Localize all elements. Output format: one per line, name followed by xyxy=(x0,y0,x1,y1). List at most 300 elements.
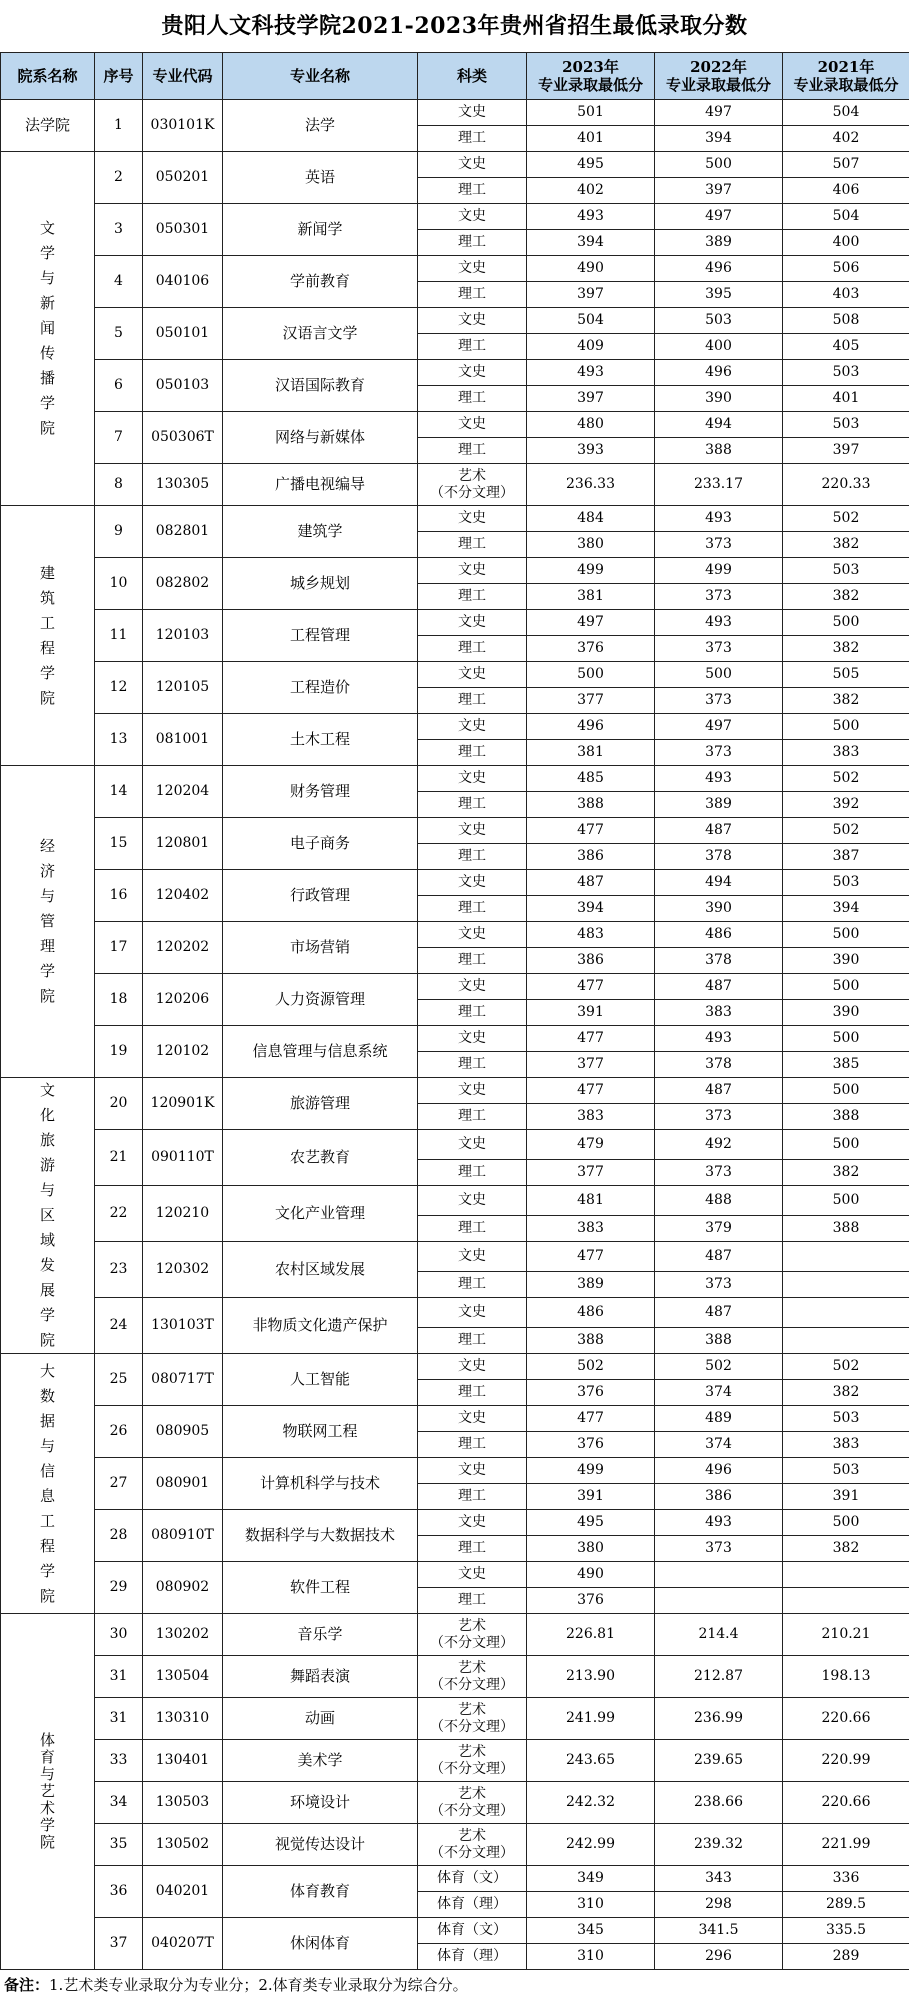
major-name-cell: 计算机科学与技术 xyxy=(223,1458,418,1510)
score-2022-cell: 394 xyxy=(655,126,783,152)
score-2021-cell: 505 xyxy=(783,662,909,688)
score-2023-cell: 409 xyxy=(527,334,655,360)
category-cell: 文史 xyxy=(418,204,527,230)
score-2023-cell: 499 xyxy=(527,558,655,584)
table-row xyxy=(1,1782,909,1824)
score-2023-cell: 401 xyxy=(527,126,655,152)
major-name-cell: 网络与新媒体 xyxy=(223,412,418,464)
score-2023-cell: 310 xyxy=(527,1892,655,1918)
score-2021-cell: 382 xyxy=(783,532,909,558)
score-2023-cell: 493 xyxy=(527,204,655,230)
category-cell: 理工 xyxy=(418,126,527,152)
seq-cell: 34 xyxy=(95,1782,143,1824)
score-2023-cell: 504 xyxy=(527,308,655,334)
seq-cell: 21 xyxy=(95,1130,143,1186)
seq-cell: 26 xyxy=(95,1406,143,1458)
major-code-cell: 050103 xyxy=(143,360,223,412)
major-name-cell: 工程造价 xyxy=(223,662,418,714)
category-cell: 理工 xyxy=(418,792,527,818)
score-2023-cell: 388 xyxy=(527,792,655,818)
score-2021-cell: 382 xyxy=(783,1380,909,1406)
score-2022-cell: 493 xyxy=(655,506,783,532)
score-2023-cell: 477 xyxy=(527,1078,655,1104)
score-2023-cell: 226.81 xyxy=(527,1614,655,1656)
score-2023-cell: 236.33 xyxy=(527,464,655,506)
seq-cell: 10 xyxy=(95,558,143,610)
score-2022-cell: 500 xyxy=(655,662,783,688)
score-2023-cell: 388 xyxy=(527,1328,655,1354)
college-name-cell: 经济与管理学院 xyxy=(1,766,95,1078)
category-cell: 理工 xyxy=(418,532,527,558)
score-2022-cell: 373 xyxy=(655,532,783,558)
table-row xyxy=(1,1562,909,1588)
major-code-cell: 120105 xyxy=(143,662,223,714)
score-2023-cell: 487 xyxy=(527,870,655,896)
major-name-cell: 汉语国际教育 xyxy=(223,360,418,412)
category-cell: 理工 xyxy=(418,1052,527,1078)
category-cell: 理工 xyxy=(418,1588,527,1614)
score-2023-cell: 493 xyxy=(527,360,655,386)
category-cell: 文史 xyxy=(418,818,527,844)
score-2023-cell: 242.99 xyxy=(527,1824,655,1866)
major-code-cell: 050101 xyxy=(143,308,223,360)
seq-cell: 5 xyxy=(95,308,143,360)
score-2021-cell: 500 xyxy=(783,1510,909,1536)
score-2021-cell: 506 xyxy=(783,256,909,282)
major-name-cell: 农艺教育 xyxy=(223,1130,418,1186)
major-code-cell: 130305 xyxy=(143,464,223,506)
major-name-cell: 文化产业管理 xyxy=(223,1186,418,1242)
score-2022-cell: 502 xyxy=(655,1354,783,1380)
score-2022-cell: 236.99 xyxy=(655,1698,783,1740)
score-2022-cell: 487 xyxy=(655,1078,783,1104)
category-cell: 艺术 （不分文理） xyxy=(418,1782,527,1824)
table-row xyxy=(1,1656,909,1698)
table-body xyxy=(1,100,909,1970)
score-2021-cell xyxy=(783,1242,909,1272)
table-row xyxy=(1,1242,909,1272)
score-2022-cell: 374 xyxy=(655,1432,783,1458)
score-2023-cell: 480 xyxy=(527,412,655,438)
seq-cell: 27 xyxy=(95,1458,143,1510)
score-2021-cell: 391 xyxy=(783,1484,909,1510)
score-2023-cell: 481 xyxy=(527,1186,655,1216)
seq-cell: 7 xyxy=(95,412,143,464)
major-code-cell: 120901K xyxy=(143,1078,223,1130)
score-2023-cell: 495 xyxy=(527,152,655,178)
table-header-row xyxy=(1,53,909,100)
score-2023-cell: 402 xyxy=(527,178,655,204)
score-2022-cell: 233.17 xyxy=(655,464,783,506)
major-name-cell: 软件工程 xyxy=(223,1562,418,1614)
score-2023-cell: 501 xyxy=(527,100,655,126)
score-2022-cell: 486 xyxy=(655,922,783,948)
major-name-cell: 学前教育 xyxy=(223,256,418,308)
score-2022-cell: 494 xyxy=(655,870,783,896)
score-2021-cell: 336 xyxy=(783,1866,909,1892)
score-2021-cell: 402 xyxy=(783,126,909,152)
seq-cell: 17 xyxy=(95,922,143,974)
score-2023-cell: 394 xyxy=(527,230,655,256)
score-2022-cell: 386 xyxy=(655,1484,783,1510)
score-2022-cell: 214.4 xyxy=(655,1614,783,1656)
score-2021-cell: 503 xyxy=(783,1406,909,1432)
score-2021-cell: 394 xyxy=(783,896,909,922)
seq-cell: 4 xyxy=(95,256,143,308)
category-cell: 理工 xyxy=(418,1432,527,1458)
score-2022-cell: 343 xyxy=(655,1866,783,1892)
footnote-text: 1.艺术类专业录取分为专业分；2.体育类专业录取分为综合分。 xyxy=(49,1976,468,1994)
score-2023-cell: 490 xyxy=(527,256,655,282)
score-2021-cell: 503 xyxy=(783,558,909,584)
seq-cell: 12 xyxy=(95,662,143,714)
seq-cell: 14 xyxy=(95,766,143,818)
major-code-cell: 120103 xyxy=(143,610,223,662)
score-2022-cell: 492 xyxy=(655,1130,783,1160)
table-row xyxy=(1,1298,909,1328)
major-name-cell: 工程管理 xyxy=(223,610,418,662)
seq-cell: 25 xyxy=(95,1354,143,1406)
score-2022-cell: 378 xyxy=(655,948,783,974)
major-name-cell: 数据科学与大数据技术 xyxy=(223,1510,418,1562)
score-2021-cell: 503 xyxy=(783,870,909,896)
category-cell: 理工 xyxy=(418,1328,527,1354)
header-major: 专业名称 xyxy=(223,53,418,100)
category-cell: 文史 xyxy=(418,766,527,792)
major-code-cell: 081001 xyxy=(143,714,223,766)
category-cell: 体育（理） xyxy=(418,1944,527,1970)
major-code-cell: 130504 xyxy=(143,1656,223,1698)
category-cell: 理工 xyxy=(418,386,527,412)
seq-cell: 23 xyxy=(95,1242,143,1298)
score-2022-cell: 499 xyxy=(655,558,783,584)
score-2021-cell xyxy=(783,1272,909,1298)
admission-score-table xyxy=(0,52,909,1970)
major-name-cell: 电子商务 xyxy=(223,818,418,870)
score-2023-cell: 394 xyxy=(527,896,655,922)
score-2022-cell: 296 xyxy=(655,1944,783,1970)
score-2023-cell: 499 xyxy=(527,1458,655,1484)
major-code-cell: 130202 xyxy=(143,1614,223,1656)
category-cell: 艺术 （不分文理） xyxy=(418,1698,527,1740)
score-2023-cell: 477 xyxy=(527,974,655,1000)
score-2023-cell: 497 xyxy=(527,610,655,636)
major-name-cell: 视觉传达设计 xyxy=(223,1824,418,1866)
major-code-cell: 080901 xyxy=(143,1458,223,1510)
category-cell: 文史 xyxy=(418,1458,527,1484)
major-name-cell: 人工智能 xyxy=(223,1354,418,1406)
category-cell: 文史 xyxy=(418,922,527,948)
score-2023-cell: 483 xyxy=(527,922,655,948)
major-code-cell: 080905 xyxy=(143,1406,223,1458)
score-2021-cell: 504 xyxy=(783,204,909,230)
major-name-cell: 城乡规划 xyxy=(223,558,418,610)
category-cell: 艺术 （不分文理） xyxy=(418,1656,527,1698)
seq-cell: 24 xyxy=(95,1298,143,1354)
seq-cell: 30 xyxy=(95,1614,143,1656)
college-name-cell: 建筑工程学院 xyxy=(1,506,95,766)
major-code-cell: 040106 xyxy=(143,256,223,308)
score-2022-cell: 388 xyxy=(655,1328,783,1354)
seq-cell: 11 xyxy=(95,610,143,662)
major-code-cell: 090110T xyxy=(143,1130,223,1186)
score-2022-cell: 389 xyxy=(655,230,783,256)
major-name-cell: 农村区域发展 xyxy=(223,1242,418,1298)
score-2021-cell xyxy=(783,1562,909,1588)
score-2021-cell: 401 xyxy=(783,386,909,412)
seq-cell: 18 xyxy=(95,974,143,1026)
score-2021-cell: 406 xyxy=(783,178,909,204)
major-code-cell: 030101K xyxy=(143,100,223,152)
score-2023-cell: 383 xyxy=(527,1104,655,1130)
major-code-cell: 130502 xyxy=(143,1824,223,1866)
seq-cell: 9 xyxy=(95,506,143,558)
score-2022-cell: 493 xyxy=(655,766,783,792)
table-row xyxy=(1,922,909,948)
major-name-cell: 人力资源管理 xyxy=(223,974,418,1026)
seq-cell: 2 xyxy=(95,152,143,204)
score-2023-cell: 502 xyxy=(527,1354,655,1380)
score-2023-cell: 380 xyxy=(527,532,655,558)
score-2021-cell: 382 xyxy=(783,1536,909,1562)
score-2022-cell: 493 xyxy=(655,1510,783,1536)
seq-cell: 37 xyxy=(95,1918,143,1970)
score-2021-cell: 387 xyxy=(783,844,909,870)
seq-cell: 36 xyxy=(95,1866,143,1918)
score-2022-cell: 379 xyxy=(655,1216,783,1242)
score-2021-cell xyxy=(783,1328,909,1354)
header-2022: 2022年 专业录取最低分 xyxy=(655,53,783,100)
header-category: 科类 xyxy=(418,53,527,100)
score-2022-cell: 374 xyxy=(655,1380,783,1406)
score-2022-cell: 487 xyxy=(655,1242,783,1272)
score-2022-cell: 298 xyxy=(655,1892,783,1918)
category-cell: 理工 xyxy=(418,844,527,870)
score-2021-cell: 390 xyxy=(783,1000,909,1026)
score-2023-cell: 490 xyxy=(527,1562,655,1588)
score-2023-cell: 389 xyxy=(527,1272,655,1298)
score-2022-cell: 388 xyxy=(655,438,783,464)
score-2023-cell: 500 xyxy=(527,662,655,688)
score-2021-cell: 503 xyxy=(783,1458,909,1484)
major-name-cell: 信息管理与信息系统 xyxy=(223,1026,418,1078)
score-2021-cell: 507 xyxy=(783,152,909,178)
score-2021-cell: 502 xyxy=(783,818,909,844)
score-2023-cell: 486 xyxy=(527,1298,655,1328)
category-cell: 理工 xyxy=(418,178,527,204)
category-cell: 文史 xyxy=(418,1354,527,1380)
score-2021-cell: 390 xyxy=(783,948,909,974)
score-2022-cell: 238.66 xyxy=(655,1782,783,1824)
major-code-cell: 130103T xyxy=(143,1298,223,1354)
category-cell: 文史 xyxy=(418,1510,527,1536)
table-row xyxy=(1,610,909,636)
table-row xyxy=(1,204,909,230)
category-cell: 体育（理） xyxy=(418,1892,527,1918)
table-row xyxy=(1,464,909,506)
score-2021-cell: 382 xyxy=(783,1160,909,1186)
major-name-cell: 市场营销 xyxy=(223,922,418,974)
score-2021-cell: 500 xyxy=(783,1186,909,1216)
seq-cell: 22 xyxy=(95,1186,143,1242)
score-2021-cell: 500 xyxy=(783,1078,909,1104)
major-code-cell: 040201 xyxy=(143,1866,223,1918)
category-cell: 艺术 （不分文理） xyxy=(418,464,527,506)
score-2022-cell: 400 xyxy=(655,334,783,360)
score-2023-cell: 477 xyxy=(527,1242,655,1272)
seq-cell: 31 xyxy=(95,1656,143,1698)
score-2023-cell: 477 xyxy=(527,1026,655,1052)
table-row xyxy=(1,1354,909,1380)
category-cell: 文史 xyxy=(418,1406,527,1432)
score-2021-cell: 220.33 xyxy=(783,464,909,506)
category-cell: 文史 xyxy=(418,662,527,688)
score-2022-cell: 395 xyxy=(655,282,783,308)
major-code-cell: 120801 xyxy=(143,818,223,870)
table-row xyxy=(1,256,909,282)
score-2022-cell: 383 xyxy=(655,1000,783,1026)
category-cell: 理工 xyxy=(418,1380,527,1406)
major-code-cell: 050201 xyxy=(143,152,223,204)
score-2023-cell: 479 xyxy=(527,1130,655,1160)
score-2022-cell: 494 xyxy=(655,412,783,438)
major-name-cell: 广播电视编导 xyxy=(223,464,418,506)
category-cell: 文史 xyxy=(418,360,527,386)
major-code-cell: 120206 xyxy=(143,974,223,1026)
header-code: 专业代码 xyxy=(143,53,223,100)
score-2022-cell: 373 xyxy=(655,1160,783,1186)
score-2023-cell: 243.65 xyxy=(527,1740,655,1782)
category-cell: 理工 xyxy=(418,1216,527,1242)
score-2021-cell: 500 xyxy=(783,714,909,740)
major-name-cell: 财务管理 xyxy=(223,766,418,818)
score-2023-cell: 386 xyxy=(527,844,655,870)
table-row xyxy=(1,412,909,438)
score-2022-cell: 373 xyxy=(655,584,783,610)
table-row xyxy=(1,1186,909,1216)
category-cell: 文史 xyxy=(418,1298,527,1328)
table-row xyxy=(1,870,909,896)
table-row xyxy=(1,1824,909,1866)
category-cell: 艺术 （不分文理） xyxy=(418,1824,527,1866)
major-name-cell: 美术学 xyxy=(223,1740,418,1782)
category-cell: 文史 xyxy=(418,1078,527,1104)
major-code-cell: 120302 xyxy=(143,1242,223,1298)
score-2023-cell: 376 xyxy=(527,636,655,662)
score-2023-cell: 477 xyxy=(527,1406,655,1432)
score-2023-cell: 242.32 xyxy=(527,1782,655,1824)
score-2022-cell: 373 xyxy=(655,1104,783,1130)
score-2022-cell: 487 xyxy=(655,818,783,844)
major-name-cell: 非物质文化遗产保护 xyxy=(223,1298,418,1354)
category-cell: 理工 xyxy=(418,1160,527,1186)
score-2023-cell: 381 xyxy=(527,584,655,610)
score-2021-cell: 289 xyxy=(783,1944,909,1970)
table-row xyxy=(1,558,909,584)
score-2022-cell: 341.5 xyxy=(655,1918,783,1944)
major-code-cell: 080717T xyxy=(143,1354,223,1406)
score-2023-cell: 241.99 xyxy=(527,1698,655,1740)
table-row xyxy=(1,766,909,792)
table-row xyxy=(1,152,909,178)
category-cell: 文史 xyxy=(418,412,527,438)
score-2022-cell: 378 xyxy=(655,844,783,870)
category-cell: 理工 xyxy=(418,438,527,464)
score-2021-cell: 500 xyxy=(783,1130,909,1160)
score-2022-cell: 373 xyxy=(655,1536,783,1562)
category-cell: 体育（文） xyxy=(418,1918,527,1944)
score-2023-cell: 345 xyxy=(527,1918,655,1944)
score-2021-cell: 502 xyxy=(783,766,909,792)
score-2021-cell: 508 xyxy=(783,308,909,334)
major-code-cell: 120202 xyxy=(143,922,223,974)
score-2022-cell: 493 xyxy=(655,1026,783,1052)
score-2021-cell xyxy=(783,1298,909,1328)
score-2021-cell: 500 xyxy=(783,922,909,948)
major-code-cell: 130401 xyxy=(143,1740,223,1782)
score-2022-cell xyxy=(655,1588,783,1614)
seq-cell: 31 xyxy=(95,1698,143,1740)
score-2021-cell: 385 xyxy=(783,1052,909,1078)
score-2023-cell: 397 xyxy=(527,386,655,412)
score-2022-cell: 496 xyxy=(655,360,783,386)
score-2021-cell: 504 xyxy=(783,100,909,126)
score-2021-cell: 382 xyxy=(783,584,909,610)
college-name-cell: 法学院 xyxy=(1,100,95,152)
score-2022-cell: 373 xyxy=(655,636,783,662)
score-2021-cell: 221.99 xyxy=(783,1824,909,1866)
score-2021-cell: 335.5 xyxy=(783,1918,909,1944)
major-code-cell: 130503 xyxy=(143,1782,223,1824)
score-2022-cell: 487 xyxy=(655,974,783,1000)
footnote-label: 备注： xyxy=(4,1976,49,1994)
score-2021-cell: 397 xyxy=(783,438,909,464)
score-2021-cell: 220.66 xyxy=(783,1698,909,1740)
score-2022-cell: 503 xyxy=(655,308,783,334)
major-code-cell: 040207T xyxy=(143,1918,223,1970)
major-code-cell: 082802 xyxy=(143,558,223,610)
score-2021-cell: 503 xyxy=(783,360,909,386)
category-cell: 文史 xyxy=(418,1242,527,1272)
seq-cell: 19 xyxy=(95,1026,143,1078)
category-cell: 文史 xyxy=(418,714,527,740)
score-2022-cell: 378 xyxy=(655,1052,783,1078)
category-cell: 文史 xyxy=(418,1026,527,1052)
seq-cell: 28 xyxy=(95,1510,143,1562)
table-row xyxy=(1,1510,909,1536)
table-row xyxy=(1,308,909,334)
major-name-cell: 法学 xyxy=(223,100,418,152)
category-cell: 文史 xyxy=(418,308,527,334)
category-cell: 理工 xyxy=(418,948,527,974)
major-name-cell: 新闻学 xyxy=(223,204,418,256)
score-2023-cell: 381 xyxy=(527,740,655,766)
major-code-cell: 080902 xyxy=(143,1562,223,1614)
score-2023-cell: 380 xyxy=(527,1536,655,1562)
major-name-cell: 旅游管理 xyxy=(223,1078,418,1130)
major-name-cell: 土木工程 xyxy=(223,714,418,766)
score-2023-cell: 391 xyxy=(527,1484,655,1510)
score-2023-cell: 393 xyxy=(527,438,655,464)
score-2022-cell: 497 xyxy=(655,100,783,126)
score-2021-cell: 502 xyxy=(783,506,909,532)
score-2023-cell: 376 xyxy=(527,1588,655,1614)
score-2022-cell: 497 xyxy=(655,714,783,740)
score-2021-cell: 500 xyxy=(783,610,909,636)
major-name-cell: 行政管理 xyxy=(223,870,418,922)
score-2022-cell: 496 xyxy=(655,1458,783,1484)
table-row xyxy=(1,100,909,126)
